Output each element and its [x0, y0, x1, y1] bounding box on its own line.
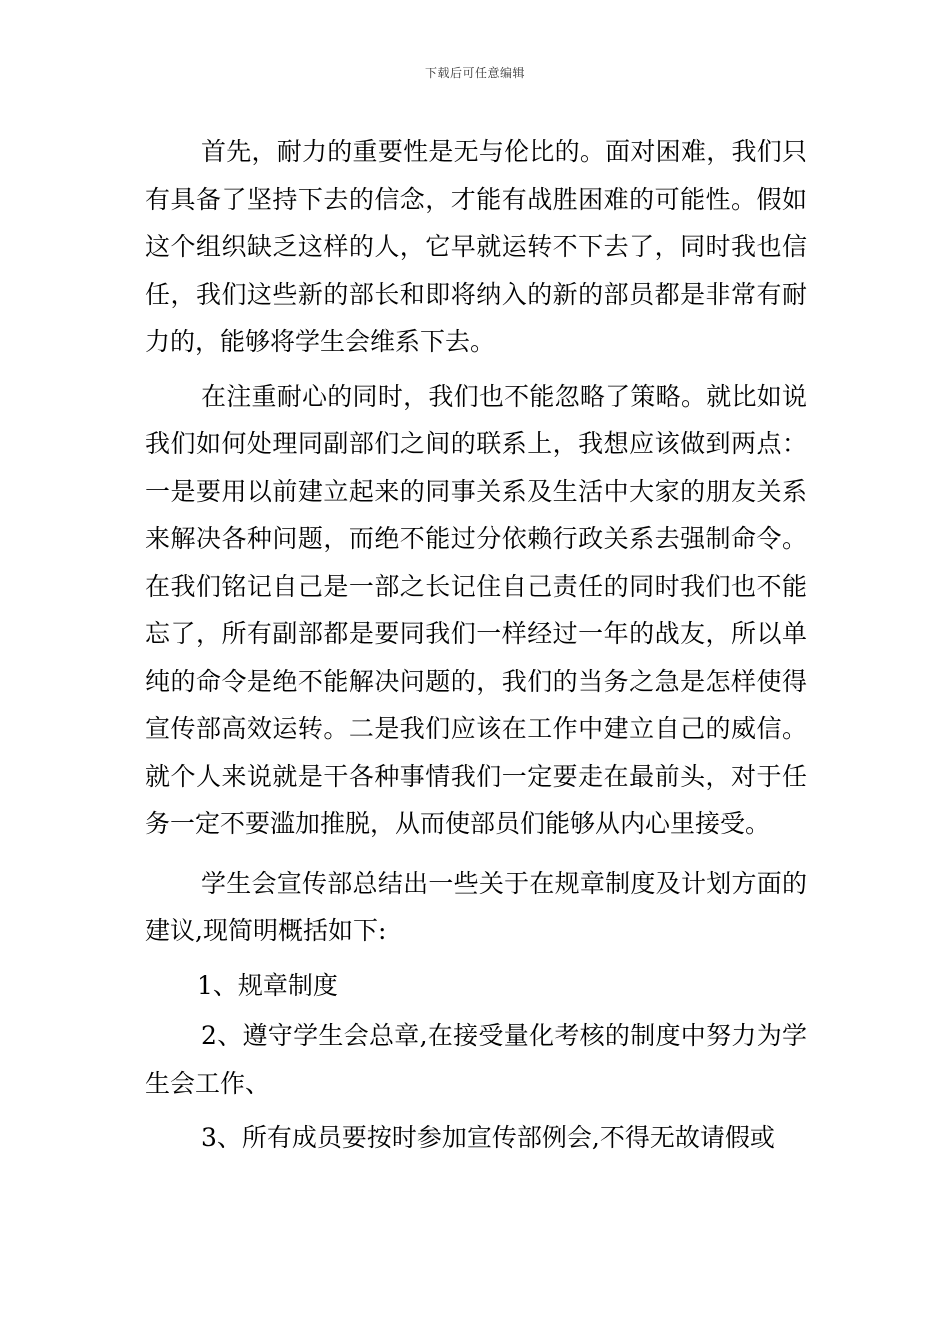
list-item-meetings: 3、所有成员要按时参加宣传部例会,不得无故请假或 [201, 1123, 775, 1152]
paragraph-endurance: 首先，耐力的重要性是无与伦比的。面对困难，我们只有具备了坚持下去的信念，才能有战胜困难的可能性。假如这个组织缺乏这样的人，它早就运转不下去了，同时我也信任，我们这些新的部长和即将纳入的新的部员都是非常有耐力的，能够将学生会维系下去。 [145, 137, 807, 356]
paragraph-suggestions-intro: 学生会宣传部总结出一些关于在规章制度及计划方面的建议,现简明概括如下: [145, 868, 807, 945]
list-item-rules: 1、规章制度 [197, 970, 338, 1000]
paragraph-strategy: 在注重耐心的同时，我们也不能忽略了策略。就比如说我们如何处理同副部们之间的联系上，我想应该做到两点：一是要用以前建立起来的同事关系及生活中大家的朋友关系来解决各种问题，而绝不能过分依赖行政关系去强制命令。在我们铭记自己是一部之长记住自己责任的同时我们也不能忘了，所有副部都是要同我们一样经过一年的战友，所以单纯的命令是绝不能解决问题的，我们的当务之急是怎样使得宣传部高效运转。二是我们应该在工作中建立自己的威信。就个人来说就是干各种事情我们一定要走在最前头，对于任务一定不要滥加推脱，从而使部员们能够从内心里接受。 [145, 381, 807, 838]
list-item-charter: 2、遵守学生会总章,在接受量化考核的制度中努力为学生会工作、 [145, 1021, 807, 1098]
header-note: 下载后可任意编辑 [424, 66, 525, 80]
document-body [145, 128, 807, 1162]
